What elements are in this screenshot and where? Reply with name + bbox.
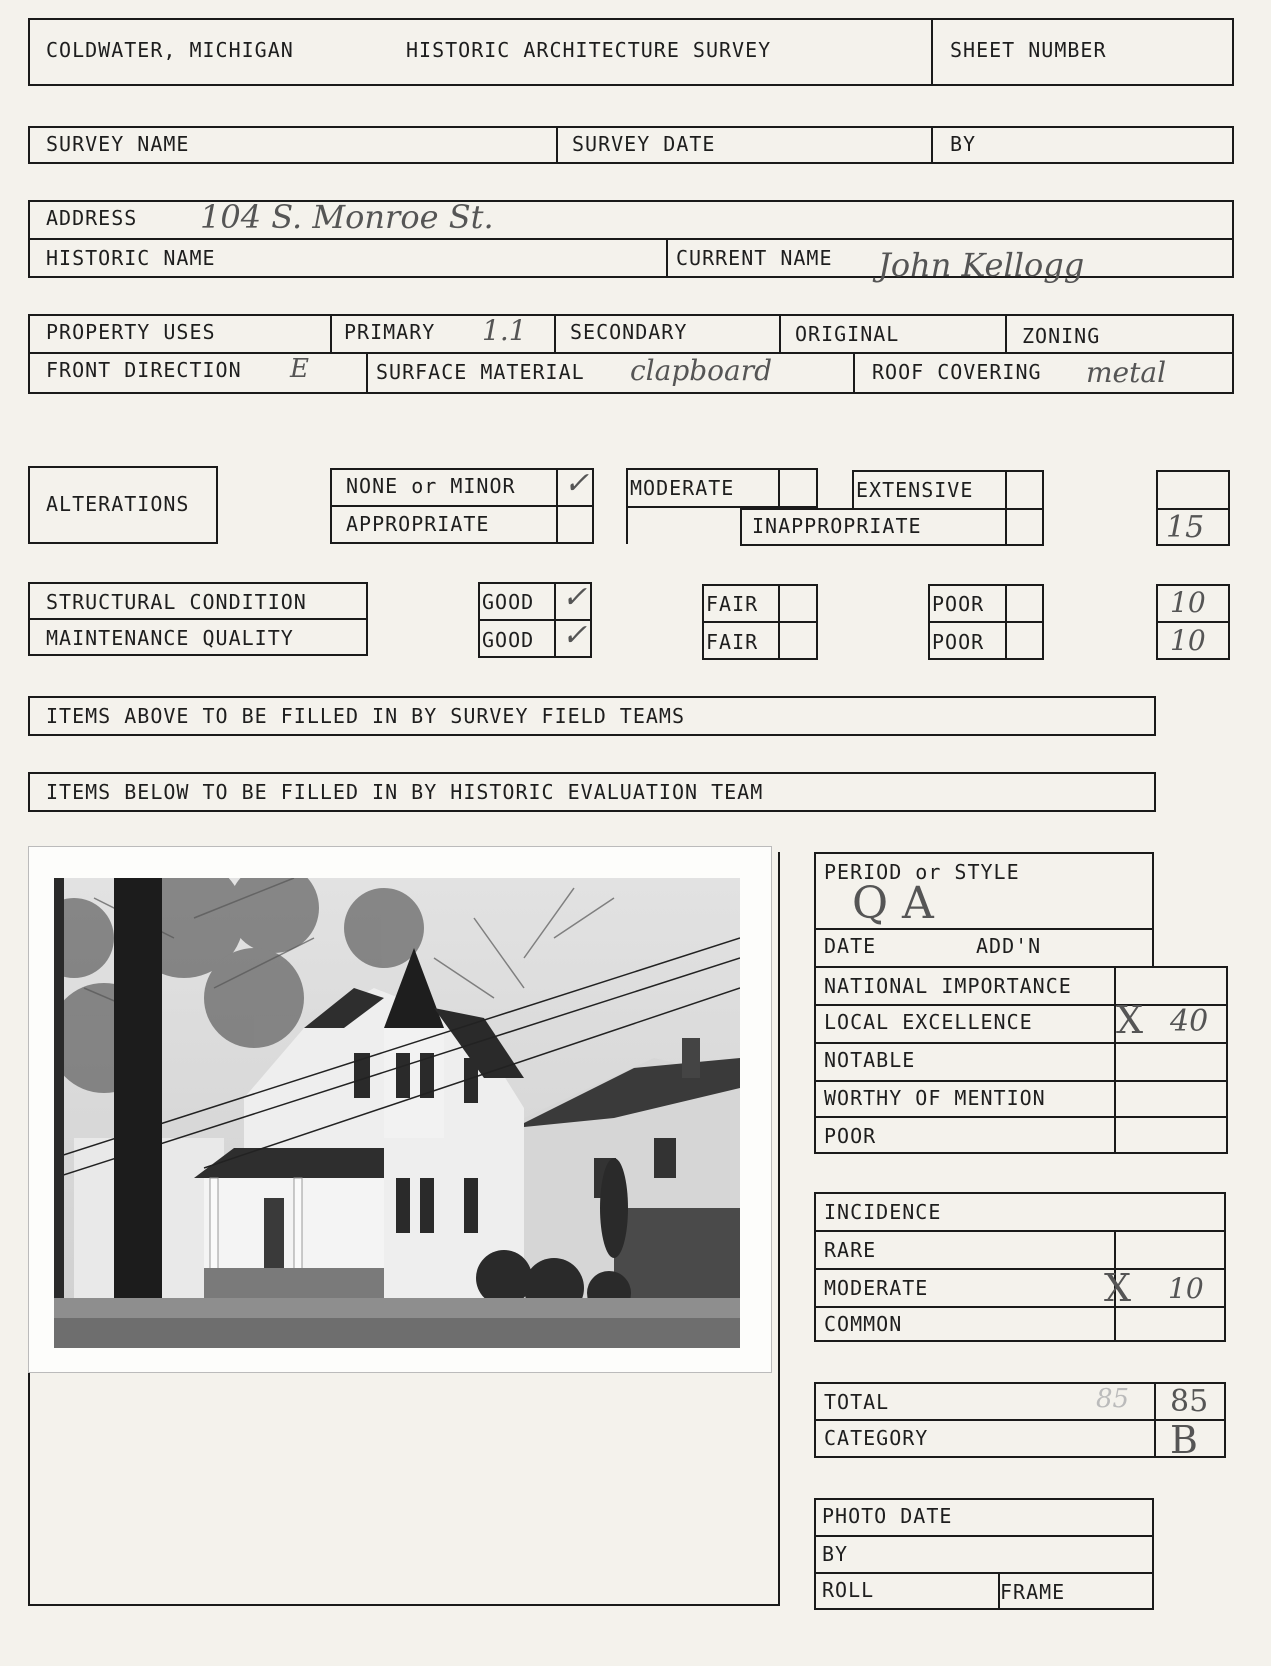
house-photo — [54, 878, 740, 1348]
surface-material-label: SURFACE MATERIAL — [376, 360, 585, 384]
header-title: HISTORIC ARCHITECTURE SURVEY — [406, 38, 772, 62]
roll-label: ROLL — [822, 1578, 875, 1602]
fair-row-divider — [702, 621, 818, 623]
maintenance-fair-label: FAIR — [706, 630, 759, 654]
worthy-of-mention-label: WORTHY OF MENTION — [824, 1086, 1046, 1110]
total-faint-value: 85 — [1096, 1384, 1130, 1414]
incidence-moderate-label: MODERATE — [824, 1276, 929, 1300]
poor-row-divider — [928, 621, 1044, 623]
zoning-label: ZONING — [1022, 324, 1101, 348]
condition-score-divider — [1156, 621, 1230, 623]
evaluation-poor-label: POOR — [824, 1124, 877, 1148]
period-style-label: PERIOD or STYLE — [824, 860, 1020, 884]
date-label: DATE — [824, 934, 877, 958]
photo-info-row-1 — [814, 1535, 1154, 1537]
incidence-moderate-mark: X — [1104, 1266, 1132, 1310]
incidence-row-3 — [814, 1306, 1226, 1308]
current-name-label: CURRENT NAME — [676, 246, 833, 270]
property-div-4 — [1005, 314, 1007, 352]
total-label: TOTAL — [824, 1390, 890, 1414]
property-uses-label: PROPERTY USES — [46, 320, 216, 344]
local-excellence-score: 40 — [1170, 1004, 1209, 1039]
inappropriate-label: INAPPROPRIATE — [752, 514, 922, 538]
structural-fair-label: FAIR — [706, 592, 759, 616]
national-importance-label: NATIONAL IMPORTANCE — [824, 974, 1072, 998]
rare-label: RARE — [824, 1238, 877, 1262]
none-minor-row-divider — [330, 505, 594, 507]
maintenance-good-label: GOOD — [482, 628, 535, 652]
current-name-value: John Kellogg — [878, 246, 1085, 284]
importance-row-2 — [814, 1042, 1228, 1044]
structural-poor-label: POOR — [932, 592, 985, 616]
property-div-2 — [554, 314, 556, 352]
appropriate-label: APPROPRIATE — [346, 512, 490, 536]
roof-covering-value: metal — [1086, 356, 1167, 389]
property-div-1 — [330, 314, 332, 352]
importance-row-1 — [814, 1004, 1228, 1006]
address-label: ADDRESS — [46, 206, 138, 230]
local-excellence-mark: X — [1116, 998, 1144, 1042]
header-divider — [931, 18, 933, 86]
moderate-check-divider — [778, 468, 780, 508]
maintenance-good-check: ✓ — [562, 618, 588, 653]
photo-by-label: BY — [822, 1542, 849, 1566]
survey-divider-2 — [931, 126, 933, 164]
evaluation-team-note: ITEMS BELOW TO BE FILLED IN BY HISTORIC EVALUATION TEAM — [46, 780, 764, 804]
maintenance-poor-label: POOR — [932, 630, 985, 654]
incidence-row-1 — [814, 1230, 1226, 1232]
incidence-moderate-score: 10 — [1168, 1272, 1204, 1305]
address-row-divider — [28, 238, 1234, 240]
importance-row-4 — [814, 1116, 1228, 1118]
property-div-5 — [366, 352, 368, 394]
category-value: B — [1170, 1418, 1198, 1462]
property-div-3 — [779, 314, 781, 352]
totals-col-divider — [1154, 1382, 1156, 1458]
structural-good-label: GOOD — [482, 590, 535, 614]
survey-name-label: SURVEY NAME — [46, 132, 190, 156]
common-label: COMMON — [824, 1312, 903, 1336]
primary-label: PRIMARY — [344, 320, 436, 344]
header-city: COLDWATER, MICHIGAN — [46, 38, 294, 62]
good-check-divider — [554, 582, 556, 658]
address-value: 104 S. Monroe St. — [200, 198, 494, 236]
original-label: ORIGINAL — [795, 322, 900, 346]
category-label: CATEGORY — [824, 1426, 929, 1450]
extensive-check-divider — [1005, 470, 1007, 510]
property-div-6 — [853, 352, 855, 394]
survey-date-label: SURVEY DATE — [572, 132, 716, 156]
fair-check-divider — [778, 584, 780, 660]
maintenance-score: 10 — [1170, 624, 1206, 657]
totals-row-divider — [814, 1419, 1226, 1421]
addn-label: ADD'N — [976, 934, 1042, 958]
total-value: 85 — [1170, 1384, 1209, 1419]
local-excellence-label: LOCAL EXCELLENCE — [824, 1010, 1033, 1034]
secondary-label: SECONDARY — [570, 320, 688, 344]
survey-divider-1 — [556, 126, 558, 164]
sheet-number-label: SHEET NUMBER — [950, 38, 1107, 62]
primary-value: 1.1 — [482, 314, 527, 347]
surface-material-value: clapboard — [630, 354, 773, 387]
photo-date-label: PHOTO DATE — [822, 1504, 953, 1528]
importance-col-divider — [1114, 966, 1116, 1154]
photo-info-row-2 — [814, 1572, 1154, 1574]
front-direction-value: E — [290, 354, 309, 384]
structural-good-check: ✓ — [562, 580, 588, 615]
survey-by-label: BY — [950, 132, 977, 156]
condition-label-divider — [28, 618, 368, 620]
moderate-label: MODERATE — [630, 476, 735, 500]
roof-covering-label: ROOF COVERING — [872, 360, 1042, 384]
front-direction-label: FRONT DIRECTION — [46, 358, 242, 382]
incidence-row-2 — [814, 1268, 1226, 1270]
frame-label: FRAME — [1000, 1580, 1066, 1604]
alterations-label: ALTERATIONS — [46, 492, 190, 516]
alterations-score: 15 — [1166, 510, 1205, 545]
historic-name-label: HISTORIC NAME — [46, 246, 216, 270]
field-teams-note: ITEMS ABOVE TO BE FILLED IN BY SURVEY FIELD TEAMS — [46, 704, 686, 728]
notable-label: NOTABLE — [824, 1048, 916, 1072]
none-minor-check-divider — [556, 468, 558, 544]
period-style-value: Q A — [852, 878, 934, 929]
structural-score: 10 — [1170, 586, 1206, 619]
maintenance-quality-label: MAINTENANCE QUALITY — [46, 626, 294, 650]
none-minor-check: ✓ — [564, 466, 590, 501]
poor-check-divider — [1005, 584, 1007, 660]
house-photo-drawing — [54, 878, 740, 1348]
structural-condition-label: STRUCTURAL CONDITION — [46, 590, 307, 614]
incidence-label: INCIDENCE — [824, 1200, 942, 1224]
lower-frame-bottom — [28, 1604, 780, 1606]
extensive-label: EXTENSIVE — [856, 478, 974, 502]
importance-row-3 — [814, 1080, 1228, 1082]
current-name-divider — [666, 238, 668, 278]
lower-frame-right — [778, 852, 780, 1606]
moderate-left-ext — [626, 506, 628, 544]
none-minor-label: NONE or MINOR — [346, 474, 516, 498]
inappropriate-check-divider — [1005, 508, 1007, 546]
